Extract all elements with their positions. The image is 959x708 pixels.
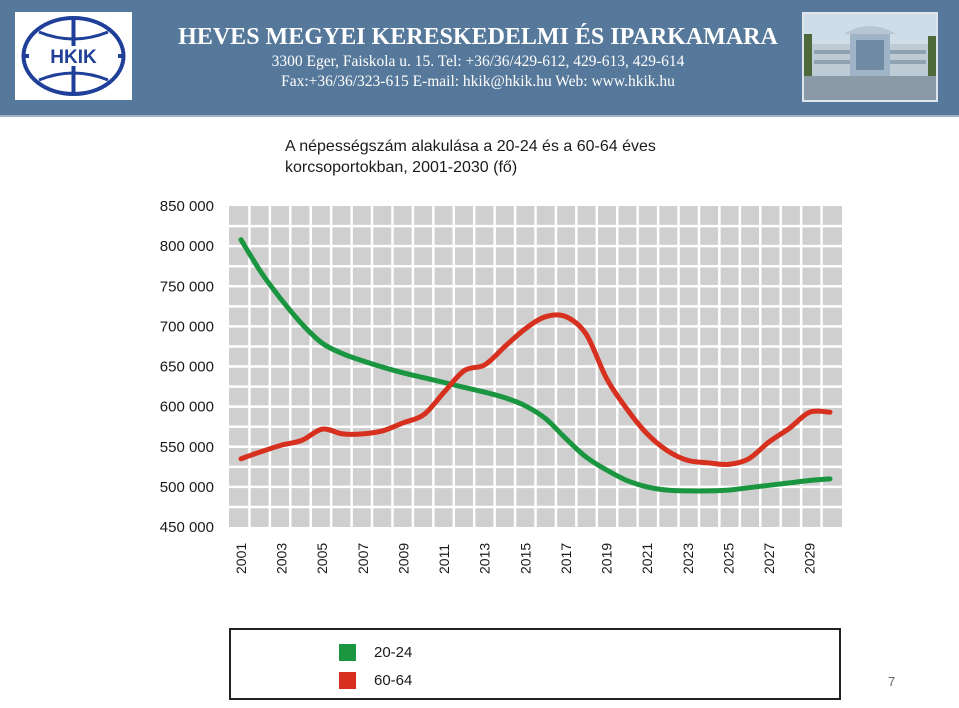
x-tick-label: 2013 xyxy=(476,542,493,574)
logo-text: HKIK xyxy=(50,47,97,68)
x-tick-label: 2017 xyxy=(557,542,574,574)
chart-legend xyxy=(229,628,841,700)
x-tick-label: 2009 xyxy=(395,542,412,574)
legend-label-60-64: 60-64 xyxy=(374,671,413,689)
y-tick-label: 650 000 xyxy=(159,358,214,376)
x-tick-label: 2027 xyxy=(761,542,778,574)
y-tick-label: 800 000 xyxy=(159,238,214,256)
contact-line: Fax:+36/36/323-615 E-mail: hkik@hkik.hu Web: www.hkik.hu xyxy=(281,73,675,90)
x-tick-label: 2003 xyxy=(273,542,290,574)
address-line: 3300 Eger, Faiskola u. 15. Tel: +36/36/429-612, 429-613, 429-614 xyxy=(271,53,685,70)
x-tick-label: 2005 xyxy=(314,542,331,574)
y-tick-label: 450 000 xyxy=(159,519,214,536)
x-tick-label: 2019 xyxy=(598,542,615,574)
legend-swatch-red xyxy=(339,672,356,689)
y-tick-label: 550 000 xyxy=(159,438,214,456)
y-tick-label: 500 000 xyxy=(159,478,214,496)
x-tick-label: 2029 xyxy=(801,542,818,574)
x-tick-label: 2021 xyxy=(639,542,656,574)
legend-label-20-24: 20-24 xyxy=(374,643,413,661)
legend-item-20-24 xyxy=(339,642,412,662)
chamber-name: HEVES MEGYEI KERESKEDELMI ÉS IPARKAMARA xyxy=(178,24,778,50)
y-tick-label: 700 000 xyxy=(159,318,214,336)
chart-title-line-2: korcsoportokban, 2001-2030 (fő) xyxy=(285,159,518,176)
x-tick-label: 2025 xyxy=(720,542,737,574)
y-tick-label: 750 000 xyxy=(159,278,214,296)
y-tick-label: 600 000 xyxy=(159,398,214,416)
y-tick-label: 850 000 xyxy=(159,198,214,215)
chart-title-line-1: A népességszám alakulása a 20-24 és a 60-64 éves xyxy=(285,138,656,155)
x-tick-label: 2001 xyxy=(233,542,249,574)
legend-item-60-64 xyxy=(339,670,412,690)
x-tick-label: 2023 xyxy=(679,542,696,574)
x-tick-label: 2011 xyxy=(436,543,453,574)
page-number: 7 xyxy=(888,674,896,689)
x-tick-label: 2015 xyxy=(517,542,534,574)
x-tick-label: 2007 xyxy=(354,542,371,574)
legend-swatch-green xyxy=(339,644,356,661)
